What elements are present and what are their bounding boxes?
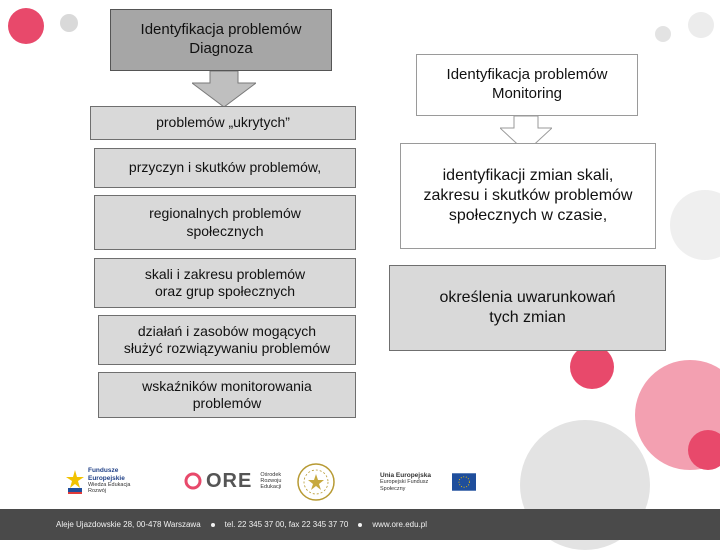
fundusze-sublabel: Wiedza Edukacja Rozwój — [87, 482, 131, 495]
ue-sublabel: Europejski Fundusz Społeczny — [380, 479, 429, 492]
unia-europejska-logo — [380, 470, 476, 494]
down-arrow-diagnoza — [192, 71, 256, 107]
ore-logo — [184, 466, 284, 496]
footer-address: Aleje Ujazdowskie 28, 00-478 Warszawa — [56, 520, 201, 529]
footer-bar — [0, 509, 720, 540]
fundusze-label: Fundusze Europejskie — [87, 467, 125, 482]
monitoring-item-conditions: określenia uwarunkowań tych zmian — [389, 265, 666, 351]
diagnoza-item-scale: skali i zakresu problemów oraz grup społecznych — [94, 258, 356, 308]
decor-circle — [60, 14, 78, 32]
separator-dot-icon — [211, 523, 215, 527]
monitoring-title: Identyfikacja problemów Monitoring — [416, 54, 638, 116]
monitoring-item-changes: identyfikacji zmian skali, zakresu i skutków problemów społecznych w czasie, — [400, 143, 656, 249]
diagnoza-title: Identyfikacja problemów Diagnoza — [110, 9, 332, 71]
separator-dot-icon — [358, 523, 362, 527]
ue-label: Unia Europejska — [380, 471, 431, 479]
footer-website[interactable]: www.ore.edu.pl — [372, 520, 428, 529]
decor-circle — [8, 8, 44, 44]
eu-flag-icon — [452, 472, 476, 492]
footer-phone: tel. 22 345 37 00, fax 22 345 37 70 — [224, 520, 349, 529]
decor-circle — [688, 12, 714, 38]
ore-ring-icon — [184, 472, 202, 490]
diagnoza-item-indicators: wskaźników monitorowania problemów — [98, 372, 356, 418]
diagnoza-item-actions: działań i zasobów mogących służyć rozwiązywaniu problemów — [98, 315, 356, 365]
decor-circle — [570, 345, 614, 389]
diagnoza-item-causes: przyczyn i skutków problemów, — [94, 148, 356, 188]
fundusze-europejskie-logo — [66, 466, 150, 496]
seal-logo — [296, 462, 336, 502]
diagnoza-item-hidden: problemów „ukrytych” — [90, 106, 356, 140]
decor-circle — [688, 430, 720, 470]
diagnoza-item-regional: regionalnych problemów społecznych — [94, 195, 356, 250]
fe-star-icon — [66, 468, 84, 494]
decor-circle — [670, 190, 720, 260]
ore-label: ORE — [206, 469, 253, 492]
ore-sublabel: Ośrodek Rozwoju Edukacji — [260, 471, 282, 491]
decor-circle — [655, 26, 671, 42]
